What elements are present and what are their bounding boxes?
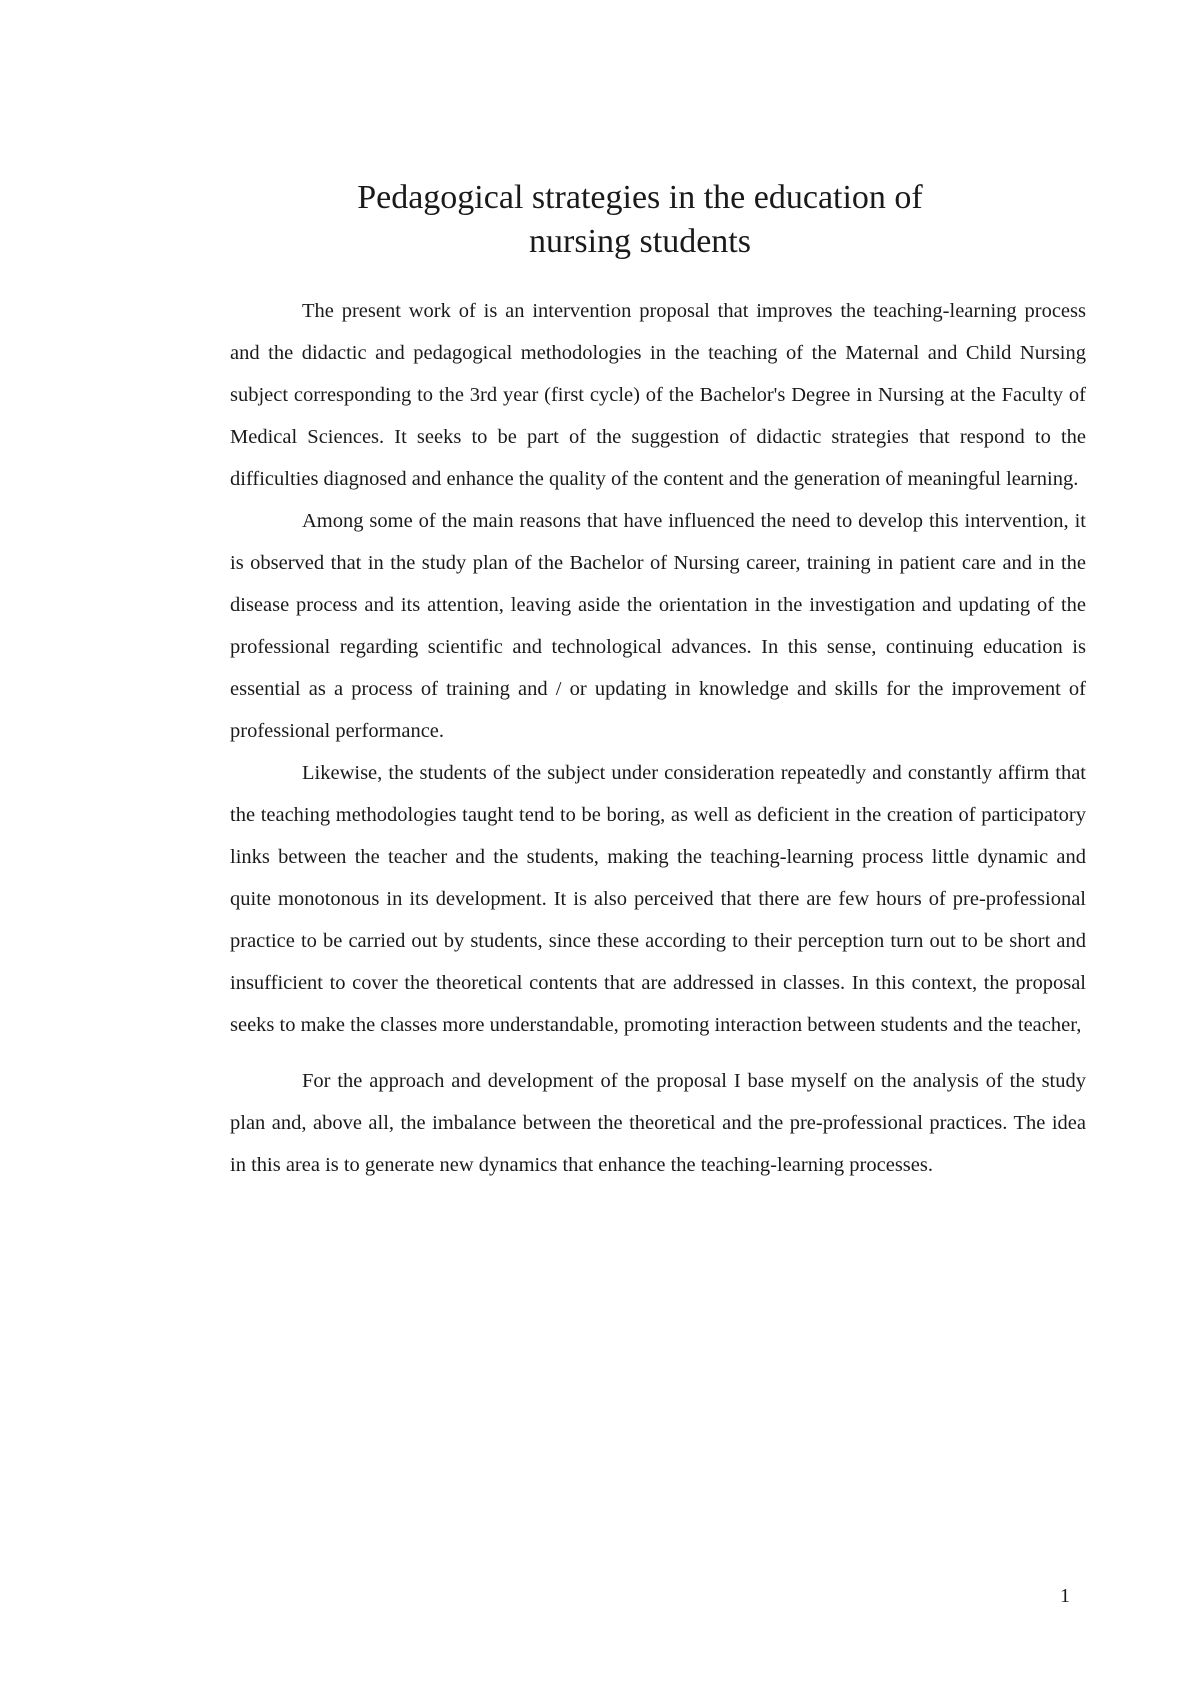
title-line-1: Pedagogical strategies in the education of bbox=[357, 179, 923, 216]
paragraph-main-reasons: Among some of the main reasons that have influenced the need to develop this intervention, it is observed that in the study plan of the Bachelor of Nursing career, training in patient care and in the disease process and its attention, leaving aside the orientation in the investigation and updating of the professional regarding scientific and technological advances. In this sense, continuing education is essential as a process of training and / or updating in knowledge and skills for the improvement of professional performance. bbox=[230, 510, 1086, 742]
page-title bbox=[230, 176, 1050, 264]
paragraph-approach: For the approach and development of the proposal I base myself on the analysis of the study plan and, above all, the imbalance between the theoretical and the pre-professional practices. The idea in this area is to generate new dynamics that enhance the teaching-learning processes. bbox=[230, 1070, 1086, 1176]
paragraph-intervention-proposal: The present work of is an intervention proposal that improves the teaching-learning process and the didactic and pedagogical methodologies in the teaching of the Maternal and Child Nursing subject corresponding to the 3rd year (first cycle) of the Bachelor's Degree in Nursing at the Faculty of Medical Sciences. It seeks to be part of the suggestion of didactic strategies that respond to the difficulties diagnosed and enhance the quality of the content and the generation of meaningful learning. bbox=[230, 300, 1086, 490]
page-number: 1 bbox=[1060, 1585, 1070, 1607]
paragraph-student-feedback: Likewise, the students of the subject under consideration repeatedly and constantly affirm that the teaching methodologies taught tend to be boring, as well as deficient in the creation of participatory links between the teacher and the students, making the teaching-learning process little dynamic and quite monotonous in its development. It is also perceived that there are few hours of pre-professional practice to be carried out by students, since these according to their perception turn out to be short and insufficient to cover the theoretical contents that are addressed in classes. In this context, the proposal seeks to make the classes more understandable, promoting interaction between students and the teacher, bbox=[230, 762, 1086, 1036]
document-body bbox=[230, 290, 1086, 1186]
title-line-2: nursing students bbox=[529, 223, 751, 260]
